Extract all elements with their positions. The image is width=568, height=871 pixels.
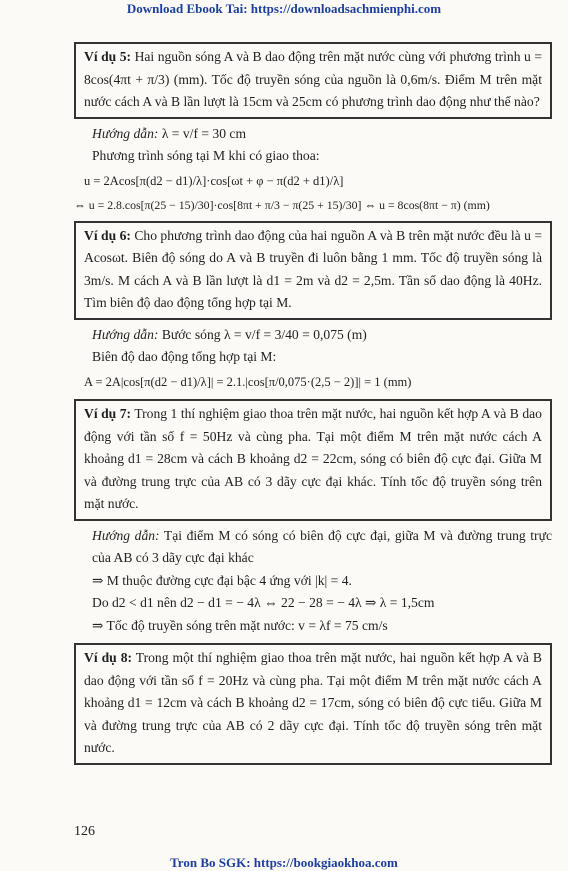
page-content <box>74 42 552 769</box>
bottom-banner[interactable]: Tron Bo SGK: https://bookgiaokhoa.com <box>170 855 398 870</box>
example-6-hint <box>74 324 552 347</box>
hint-label: Hướng dẫn: <box>92 527 160 543</box>
example-5-hint <box>74 123 552 146</box>
example-5-label: Ví dụ 5: <box>84 49 132 64</box>
example-6-box <box>74 221 552 320</box>
page-number: 126 <box>74 824 95 839</box>
example-7-hint <box>74 525 552 570</box>
example-6-equation-1: A = 2A|cos[π(d2 − d1)/λ]| = 2.1.|cos[π/0,075·(2,5 − 2)]| = 1 (mm) <box>84 374 412 389</box>
top-banner[interactable]: Download Ebook Tai: https://downloadsachmienphi.com <box>126 1 442 16</box>
example-7-line-2: Do d2 < d1 nên d2 − d1 = − 4λ ⇔ 22 − 28 = − 4λ ⇒ λ = 1,5cm <box>92 595 435 610</box>
example-7-text: Trong 1 thí nghiệm giao thoa trên mặt nước, hai nguồn kết hợp A và B dao động với tần số f = 50Hz và cùng pha. Tại một điểm M trên mặt nước cách A khoảng d1 = 28cm và cách B khoảng d2 = 22cm, sóng có biên độ cực đại. Giữa M và đường trung trực của AB có 3 dãy cực đại khác. Tính tốc độ truyền sóng trên mặt nước. <box>84 406 542 511</box>
example-5-line2: Phương trình sóng tại M khi có giao thoa: <box>92 148 320 163</box>
example-6-label: Ví dụ 6: <box>84 227 131 243</box>
hint-label: Hướng dẫn: <box>92 326 159 342</box>
hint-label: Hướng dẫn: <box>92 125 159 141</box>
example-5-box <box>74 42 552 119</box>
example-8-box <box>74 643 552 765</box>
example-7-label: Ví dụ 7: <box>84 406 132 421</box>
hint-text: λ = v/f = 30 cm <box>161 125 247 141</box>
hint-text: Tại điểm M có sóng có biên độ cực đại, giữa M và đường trung trực của AB có 3 dãy cực đại khác <box>92 527 552 565</box>
example-7-line-3: ⇒ Tốc độ truyền sóng trên mặt nước: v = λf = 75 cm/s <box>92 617 388 633</box>
example-5-equation-2: ⇔ u = 2.8.cos[π(25 − 15)/30]·cos[8πt + π/3 − π(25 + 15)/30] ⇔ u = 8cos(8πt − π) (mm) <box>74 198 490 212</box>
example-6-line2: Biên độ dao động tổng hợp tại M: <box>92 349 277 364</box>
hint-text: Bước sóng λ = v/f = 3/40 = 0,075 (m) <box>161 326 367 342</box>
example-7-box <box>74 399 552 521</box>
example-6-text: Cho phương trình dao động của hai nguồn A và B trên mặt nước đều là u = Acosωt. Biên độ sóng do A và B truyền đi luôn bằng 1 mm. Tốc độ truyền sóng là 3m/s. M cách A và B lần lượt là d1 = 2m và d2 = 2,5m. Tần số dao động là 40Hz. Tìm biên độ dao động tổng hợp tại M. <box>84 227 542 310</box>
example-5-text: Hai nguồn sóng A và B dao động trên mặt nước cùng với phương trình u = 8cos(4πt + π/3) (mm). Tốc độ truyền sóng của nguồn là 0,6m/s. Điểm M trên mặt nước cách A và B lần lượt là 15cm và 25cm có phương trình dao động như thế nào? <box>84 49 542 109</box>
example-8-label: Ví dụ 8: <box>84 650 133 665</box>
example-5-equation-1: u = 2Acos[π(d2 − d1)/λ]·cos[ωt + φ − π(d2 + d1)/λ] <box>84 173 344 188</box>
example-8-text: Trong một thí nghiệm giao thoa trên mặt nước, hai nguồn kết hợp A và B dao động với tần số f = 20Hz và cùng pha. Tại một điểm M trên mặt nước cách A khoảng d1 = 12cm và cách B khoảng d2 = 17cm, sóng có biên độ cực tiểu. Giữa M và đường trung trực của AB có 2 dãy cực đại. Tính tốc độ truyền sóng trên mặt nước. <box>84 650 542 755</box>
example-7-line-1: ⇒ M thuộc đường cực đại bậc 4 ứng với |k| = 4. <box>92 572 352 588</box>
